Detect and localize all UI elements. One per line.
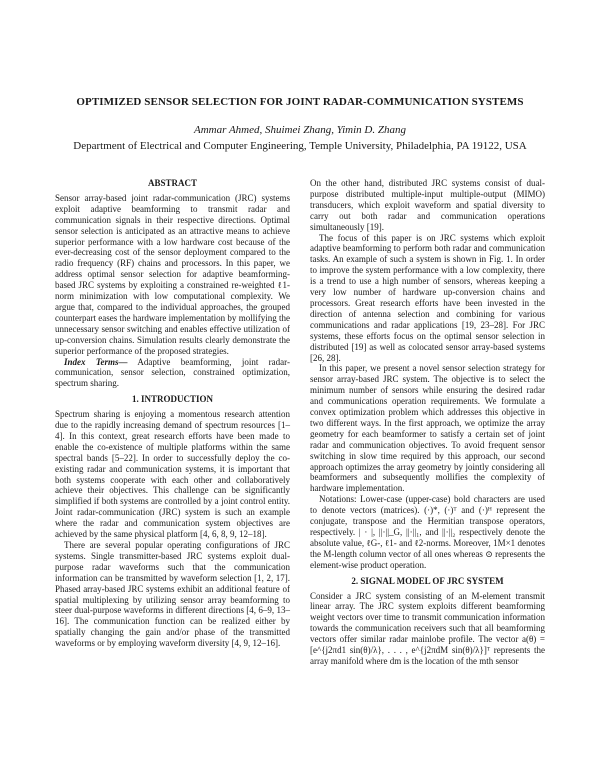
left-column [55, 178, 290, 649]
paper-authors: Ammar Ahmed, Shuimei Zhang, Yimin D. Zhang [194, 124, 406, 136]
index-terms [55, 357, 290, 390]
section-2-heading: 2. SIGNAL MODEL OF JRC SYSTEM [351, 575, 504, 586]
index-terms-label: Index Terms— [64, 356, 128, 367]
index-terms-text: Adaptive beamforming, joint radar-communication, sensor selection, constrained optimization, spectrum sharing. [55, 356, 290, 389]
paper-affiliation: Department of Electrical and Computer Engineering, Temple University, Philadelphia, PA 19122, USA [73, 140, 527, 152]
intro-paragraph-3: On the other hand, distributed JRC systems consist of dual-purpose distributed multiple-input multiple-output (MIMO) transducers, which exploit waveform and spatial diversity to carry out both radar and communication operations simultaneously [19]. [310, 178, 545, 232]
intro-paragraph-1: Spectrum sharing is enjoying a momentous research attention due to the rapidly increasing demand of spectrum resources [1–4]. In this context, great research efforts have been made to enable the co-existence of multiple platforms within the same spectral bands [5–22]. In order to successfully deploy the co-existing radar and communication systems, it is important that both systems cooperate with each other and collaboratively achieve their objectives. This challenge can be significantly simplified if both systems are controlled by a joint control entity. Joint radar-communication (JRC) system is such an example where the radar and communication system objectives are achieved by the same physical platform [4, 6, 8, 9, 12–18]. [55, 409, 290, 540]
notations-paragraph: Notations: Lower-case (upper-case) bold characters are used to denote vectors (matrices). (·)*, (·)ᵀ and (·)ᴴ represent the conjugate, transpose and the Hermitian transpose operators, respectively. | · |, ||·||_G, ||·||₁, and ||·||₂ respectively denote the absolute value, ℓG-, ℓ1- and ℓ2-norms. Moreover, 1M×1 denotes the M-length column vector of all ones whereas ⊙ represents the element-wise product operation. [310, 494, 545, 570]
abstract-heading: ABSTRACT [147, 178, 197, 188]
section-1-heading: 1. INTRODUCTION [131, 394, 213, 405]
signal-model-paragraph: Consider a JRC system consisting of an M-element transmit linear array. The JRC system exploits different beamforming weight vectors over time to transmit communication information towards the communication receivers such that all beamforming vectors offer similar radar mainlobe profile. The vector a(θ) = [e^{j2πd1 sin(θ)/λ}, . . . , e^{j2πdM sin(θ)/λ}]ᵀ represents the array manifold where dm is the location of the mth sensor [310, 590, 545, 666]
intro-paragraph-2: There are several popular operating configurations of JRC systems. Single transmitter-based JRC systems exploit dual-purpose radar waveforms such that the communication information can be transmitted by waveform selection [1, 2, 17]. Phased array-based JRC systems exhibit an additional feature of spatial multiplexing by utilizing sensor array beamforming to steer dual-purpose waveforms in different directions [4, 6–9, 13–16]. The communication function can be realized either by spatially changing the gain and/or phase of the transmitted waveforms or by employing waveform diversity [4, 9, 12–16]. [55, 540, 290, 649]
intro-paragraph-5: In this paper, we present a novel sensor selection strategy for sensor array-based JRC system. The objective is to select the minimum number of sensors while ensuring the desired radar and communications operation requirements. We formulate a convex optimization problem which addresses this objective in two different ways. In the first approach, we optimize the array geometry for each beamformer to satisfy a certain set of joint radar and communication objectives. To avoid frequent sensor switching in slow time required by this approach, our second approach optimizes the array geometry by jointly considering all beamformers and subsequently mollifies the complexity of hardware implementation. [310, 363, 545, 494]
abstract-text: Sensor array-based joint radar-communication (JRC) systems exploit adaptive beamforming to transmit radar and communication signals in their respective directions. Optimal sensor selection is anticipated as an attractive means to achieve superior performance with a low hardware cost because of the ever-decreasing cost of the sensor deployment compared to the radio frequency (RF) chains and processors. In this paper, we address optimal sensor selection for adaptive beamforming-based JRC systems by exploiting a constrained re-weighted ℓ1-norm minimization with low computational complexity. We argue that, compared to the individual approaches, the grouped counterpart eases the hardware implementation by mollifying the unnecessary sensor switching and enables effective utilization of up-conversion chains. Simulation results clearly demonstrate the superior performance of the proposed strategies. [55, 192, 290, 356]
right-column [310, 178, 545, 667]
paper-title: OPTIMIZED SENSOR SELECTION FOR JOINT RADAR-COMMUNICATION SYSTEMS [76, 96, 524, 108]
intro-paragraph-4: The focus of this paper is on JRC systems which exploit adaptive beamforming to perform both radar and communication tasks. An example of such a system is shown in Fig. 1. In order to improve the system performance with a low complexity, there is a trend to use a high number of sensors, whereas keeping a very low number of hardware up-conversion chains and processors. Great research efforts have been invested in the direction of antenna selection and combining for various communications and radar applications [19, 23–28]. For JRC systems, these efforts focus on the optimal sensor selection in distributed [19] as well as colocated sensor array-based systems [26, 28]. [310, 232, 545, 363]
